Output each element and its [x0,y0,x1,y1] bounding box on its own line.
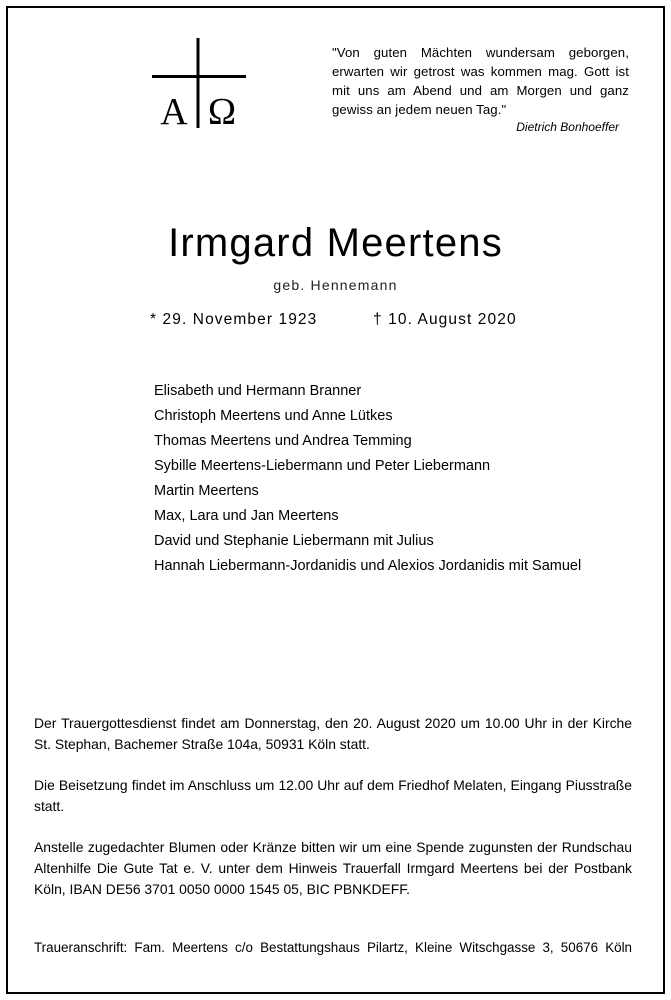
mourner-entry: Max, Lara und Jan Meertens [154,508,339,524]
alpha-letter: Α [160,91,188,128]
donation-notice: Anstelle zugedachter Blumen oder Kränze bitten wir um eine Spende zugunsten der Rundschau Altenhilfe Die Gute Tat e. V. unter dem Hinweis Trauerfall Irmgard Meertens bei der Postbank Köln, IBAN DE56 3701 0050 0000 1545 05, BIC PBNKDEFF. [34,839,632,897]
birth-name: geb. Hennemann [273,277,398,293]
death-date: † 10. August 2020 [373,311,517,328]
mourners-list [154,379,634,579]
mourner-entry: Elisabeth und Hermann Branner [154,383,362,399]
mourner-entry: Martin Meertens [154,483,259,499]
deceased-name: Irmgard Meertens [168,221,503,265]
bible-quote: "Von guten Mächten wundersam geborgen, erwarten wir getrost was kommen mag. Gott ist mit uns am Abend und am Morgen und ganz gewiss an jedem neuen Tag." [332,45,629,117]
cross-vertical-bar [197,38,200,128]
mourner-entry: Thomas Meertens und Andrea Temming [154,433,412,449]
mourner-entry: Sybille Meertens-Liebermann und Peter Liebermann [154,458,491,474]
quote-author: Dietrich Bonhoeffer [516,120,619,134]
mourner-entry: Christoph Meertens und Anne Lütkes [154,408,393,424]
mourner-entry: David und Stephanie Liebermann mit Julius [154,533,434,549]
birth-date: * 29. November 1923 [150,311,318,328]
omega-letter: Ω [207,91,237,128]
cross-horizontal-bar [152,75,246,78]
cross-alpha-omega-icon [152,38,246,128]
mourner-entry: Hannah Liebermann-Jordanidis und Alexios Jordanidis mit Samuel [154,558,582,574]
funeral-service-notice: Der Trauergottesdienst findet am Donnerstag, den 20. August 2020 um 10.00 Uhr in der Kirche St. Stephan, Bachemer Straße 104a, 50931 Köln statt. [34,715,632,752]
burial-notice: Die Beisetzung findet im Anschluss um 12.00 Uhr auf dem Friedhof Melaten, Eingang Piusstraße statt. [34,777,632,814]
mourning-address: Traueranschrift: Fam. Meertens c/o Bestattungshaus Pilartz, Kleine Witschgasse 3, 50676 Köln [34,940,632,955]
